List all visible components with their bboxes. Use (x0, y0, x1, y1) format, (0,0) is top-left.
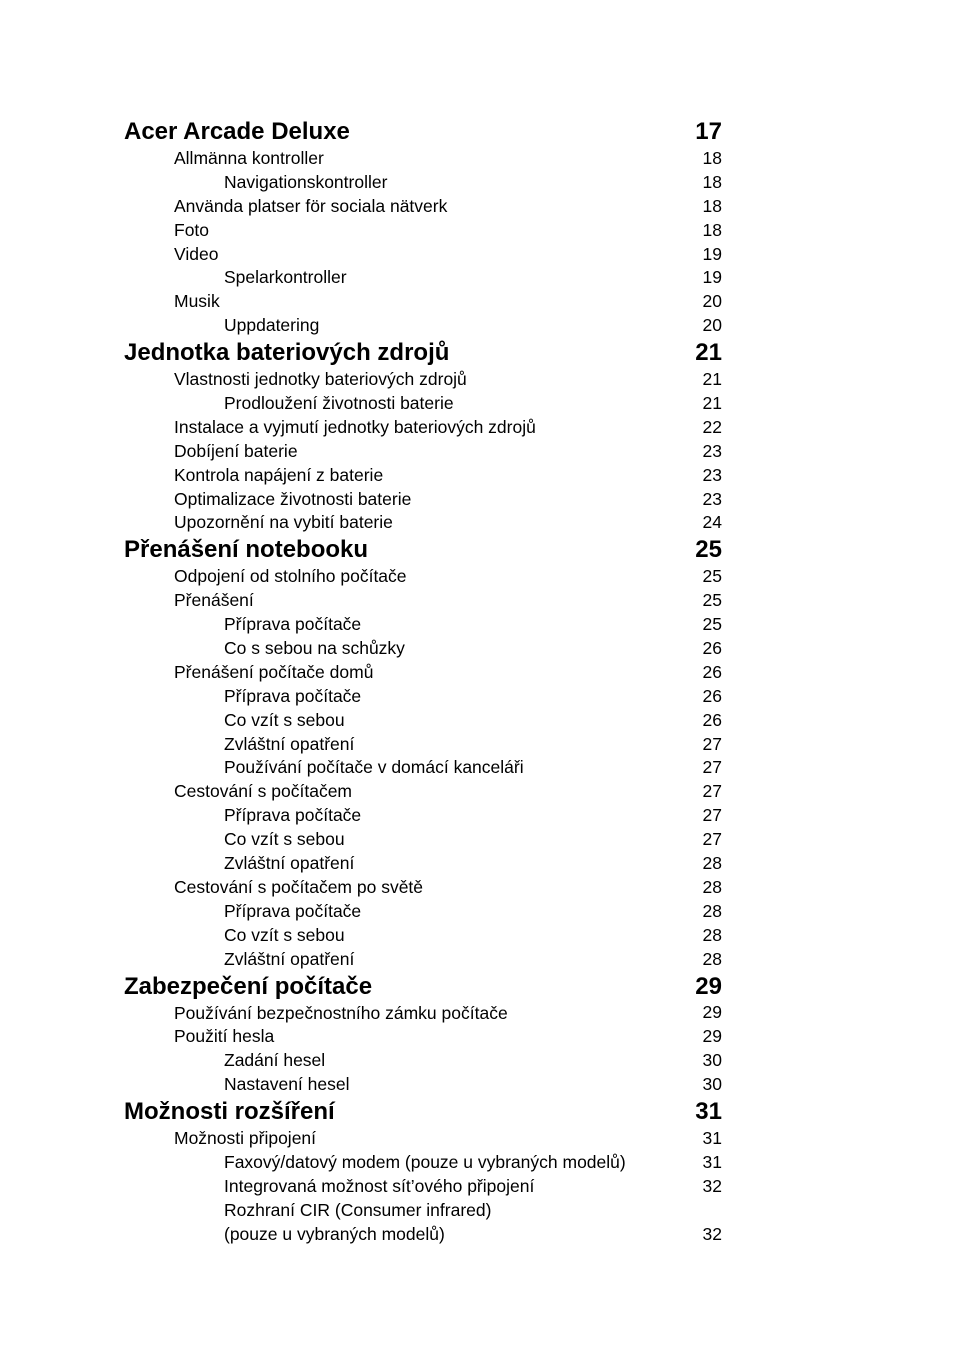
toc-subsection-row (124, 733, 722, 757)
toc-section-row (124, 464, 722, 488)
toc-subsection-row (124, 171, 722, 195)
toc-subsection-row (124, 1151, 722, 1175)
toc-entry-title: Musik (174, 291, 220, 312)
toc-section-row (124, 1002, 722, 1026)
toc-entry-title: Používání počítače v domácí kanceláři (224, 757, 524, 778)
toc-entry-title: Dobíjení baterie (174, 440, 298, 461)
toc-page-number: 28 (702, 853, 722, 874)
toc-section-row (124, 565, 722, 589)
toc-entry-title: Integrovaná možnost sít’ového připojení (224, 1175, 535, 1196)
toc-entry-title: Rozhraní CIR (Consumer infrared) (pouze u vybraných modelů) (224, 1199, 492, 1244)
toc-section-row (124, 661, 722, 685)
toc-section-row (124, 290, 722, 314)
toc-entry-title: Přenášení počítače domů (174, 661, 374, 682)
toc-entry-title: Zvláštní opatření (224, 853, 355, 874)
toc-entry-title: Příprava počítače (224, 685, 362, 706)
toc-section-row (124, 243, 722, 267)
toc-entry-title: Allmänna kontroller (174, 148, 324, 168)
toc-entry-title: Možnosti připojení (174, 1128, 317, 1149)
toc-page-number: 31 (695, 1098, 722, 1126)
toc-chapter-row (124, 972, 722, 1002)
toc-entry-title: Zvláštní opatření (224, 733, 355, 754)
toc-chapter-row (124, 1097, 722, 1127)
toc-subsection-row (124, 685, 722, 709)
toc-page-number: 25 (702, 614, 722, 635)
toc-entry-title: Příprava počítače (224, 805, 362, 826)
toc-entry-title: Příprava počítače (224, 900, 362, 921)
toc-chapter-title: Přenášení notebooku (124, 536, 369, 564)
toc-entry-title: Co vzít s sebou (224, 709, 345, 730)
toc-page-number: 28 (702, 924, 722, 945)
toc-page-number: 26 (702, 685, 722, 706)
toc-page-number: 30 (702, 1074, 722, 1095)
toc-section-row (124, 195, 722, 219)
toc-page-number: 32 (702, 1175, 722, 1196)
toc-subsection-row (124, 637, 722, 661)
toc-subsection-row (124, 948, 722, 972)
toc-chapter-row (124, 338, 722, 368)
toc-entry-title: Vlastnosti jednotky bateriových zdrojů (174, 369, 467, 390)
toc-entry-title: Používání bezpečnostního zámku počítače (174, 1002, 508, 1023)
toc-entry-title: Uppdatering (224, 315, 320, 336)
toc-page-number: 19 (702, 243, 722, 264)
toc-page-number: 28 (702, 876, 722, 897)
toc-page-number: 28 (702, 900, 722, 921)
toc-section-row (124, 876, 722, 900)
toc-page-number: 30 (702, 1050, 722, 1071)
toc-subsection-row (124, 924, 722, 948)
toc-chapter-row (124, 535, 722, 565)
toc-page-number: 19 (702, 267, 722, 288)
toc-chapter-row (124, 117, 722, 147)
toc-section-row (124, 511, 722, 535)
toc-section-row (124, 589, 722, 613)
toc-entry-title: Nastavení hesel (224, 1074, 350, 1095)
table-of-contents (124, 117, 722, 1247)
toc-section-row (124, 147, 722, 171)
toc-subsection-row (124, 1175, 722, 1199)
toc-section-row (124, 368, 722, 392)
toc-subsection-row (124, 709, 722, 733)
toc-subsection-row (124, 1199, 722, 1247)
toc-entry-title: Optimalizace životnosti baterie (174, 488, 412, 509)
toc-section-row (124, 488, 722, 512)
toc-subsection-row (124, 314, 722, 338)
toc-page-number: 27 (702, 805, 722, 826)
toc-section-row (124, 440, 722, 464)
toc-subsection-row (124, 266, 722, 290)
toc-entry-title: Faxový/datový modem (pouze u vybraných modelů) (224, 1151, 626, 1172)
toc-subsection-row (124, 804, 722, 828)
toc-entry-title: Använda platser för sociala nätverk (174, 195, 448, 216)
toc-page-number: 25 (702, 566, 722, 587)
toc-chapter-title: Zabezpečení počítače (124, 972, 373, 1000)
toc-entry-title: Cestování s počítačem (174, 781, 352, 802)
toc-subsection-row (124, 392, 722, 416)
toc-page-number: 29 (695, 972, 722, 1000)
toc-chapter-title: Jednotka bateriových zdrojů (124, 339, 450, 367)
toc-section-row (124, 219, 722, 243)
toc-entry-title: Zvláštní opatření (224, 948, 355, 969)
toc-page-number: 18 (702, 147, 722, 168)
toc-page-number: 26 (702, 661, 722, 682)
toc-entry-title: Cestování s počítačem po světě (174, 876, 424, 897)
toc-page-number: 18 (702, 195, 722, 216)
toc-page-number: 25 (695, 536, 722, 564)
toc-section-row (124, 1127, 722, 1151)
toc-page-number: 32 (702, 1223, 722, 1244)
toc-entry-title: Upozornění na vybití baterie (174, 512, 393, 533)
toc-page-number: 28 (702, 948, 722, 969)
toc-page-number: 17 (695, 118, 722, 145)
toc-page-number: 22 (702, 416, 722, 437)
toc-page-number: 26 (702, 638, 722, 659)
toc-subsection-row (124, 1049, 722, 1073)
toc-section-row (124, 416, 722, 440)
toc-entry-title: Přenášení (174, 590, 254, 611)
toc-section-row (124, 1025, 722, 1049)
toc-entry-title: Co vzít s sebou (224, 829, 345, 850)
toc-subsection-row (124, 613, 722, 637)
toc-page-number: 26 (702, 709, 722, 730)
toc-entry-title: Navigationskontroller (224, 171, 388, 192)
toc-page-number: 21 (702, 369, 722, 390)
toc-entry-title: Odpojení od stolního počítače (174, 566, 407, 587)
toc-subsection-row (124, 1073, 722, 1097)
toc-subsection-row (124, 756, 722, 780)
toc-entry-title: Zadání hesel (224, 1050, 326, 1071)
toc-page-number: 23 (702, 464, 722, 485)
toc-page-number: 27 (702, 733, 722, 754)
toc-entry-title: Video (174, 243, 219, 264)
toc-page-number: 24 (702, 512, 722, 533)
toc-entry-title: Použití hesla (174, 1026, 275, 1047)
toc-entry-title: Foto (174, 219, 210, 240)
toc-page-number: 27 (702, 829, 722, 850)
toc-page-number: 20 (702, 291, 722, 312)
toc-entry-title: Spelarkontroller (224, 267, 347, 288)
toc-entry-title: Instalace a vyjmutí jednotky bateriových zdrojů (174, 416, 536, 437)
toc-chapter-title: Acer Arcade Deluxe (124, 118, 350, 145)
toc-page-number: 31 (702, 1128, 722, 1149)
toc-entry-title: Co vzít s sebou (224, 924, 345, 945)
toc-page-number: 23 (702, 440, 722, 461)
toc-page-number: 27 (702, 781, 722, 802)
toc-subsection-row (124, 828, 722, 852)
toc-chapter-title: Možnosti rozšíření (124, 1098, 335, 1126)
toc-section-row (124, 780, 722, 804)
toc-page-number: 18 (702, 171, 722, 192)
toc-page-number: 29 (702, 1002, 722, 1023)
toc-entry-title: Kontrola napájení z baterie (174, 464, 384, 485)
toc-page-number: 18 (702, 219, 722, 240)
toc-entry-title: Prodloužení životnosti baterie (224, 393, 454, 414)
toc-page-number: 23 (702, 488, 722, 509)
toc-page-number: 31 (702, 1151, 722, 1172)
toc-page-number: 29 (702, 1026, 722, 1047)
toc-entry-title: Příprava počítače (224, 614, 362, 635)
toc-entry-title: Co s sebou na schůzky (224, 638, 405, 659)
toc-page-number: 21 (702, 393, 722, 413)
toc-page-number: 25 (702, 590, 722, 611)
toc-subsection-row (124, 900, 722, 924)
toc-page-number: 20 (702, 315, 722, 336)
toc-page-number: 27 (702, 757, 722, 778)
toc-page-number: 21 (695, 339, 722, 367)
toc-subsection-row (124, 852, 722, 876)
